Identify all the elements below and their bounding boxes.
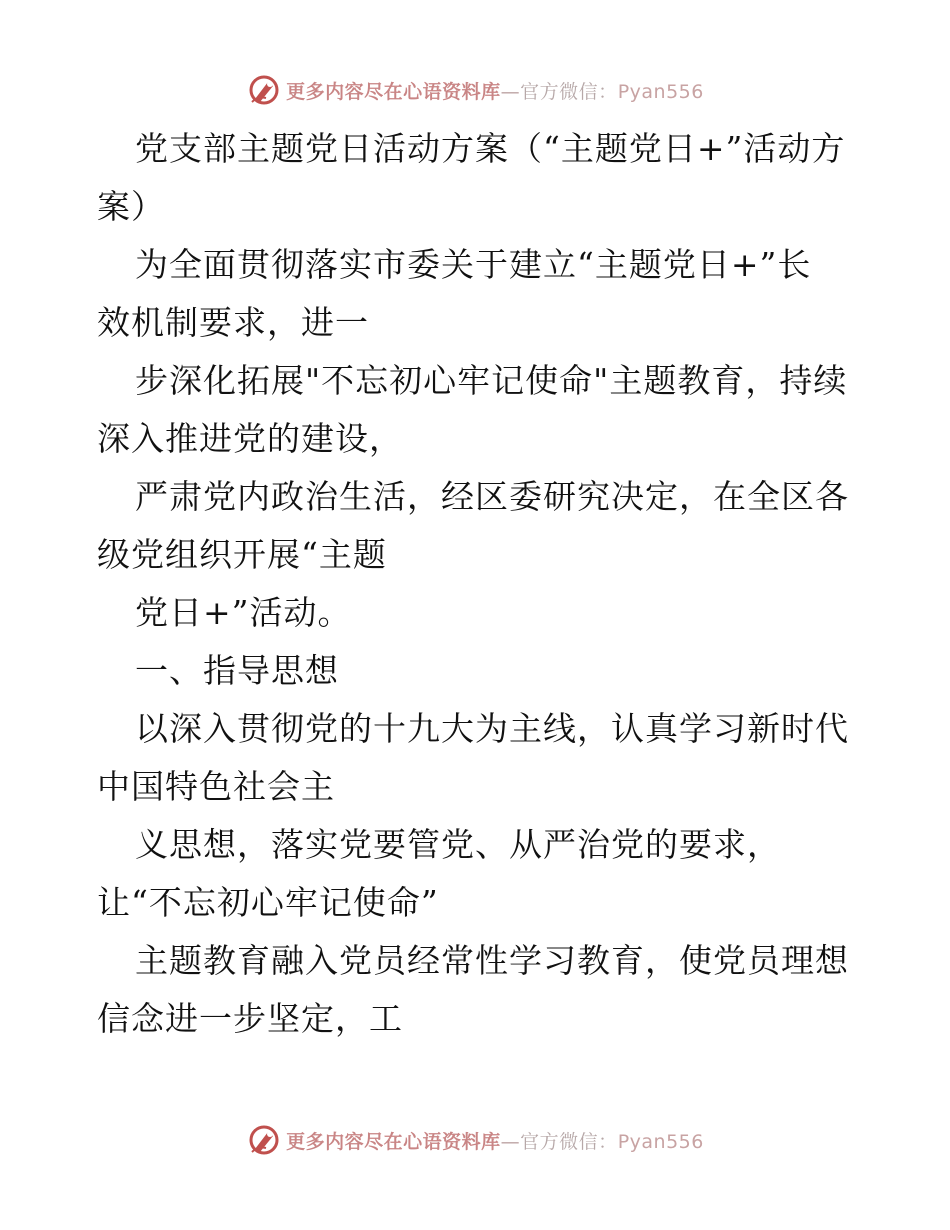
document-line: 步深化拓展"不忘初心牢记使命"主题教育，持续 <box>135 361 848 400</box>
document-line: 案） <box>97 187 165 226</box>
watermark-separator: — <box>500 80 521 103</box>
watermark-account: Pyan556 <box>617 1130 704 1153</box>
document-line: 义思想，落实党要管党、从严治党的要求， <box>135 825 781 864</box>
document-line: 让“不忘初心牢记使命” <box>97 883 439 922</box>
watermark-wechat-label: 官方微信： <box>520 80 618 103</box>
watermark-brand: 更多内容尽在心语资料库 <box>286 80 501 103</box>
document-line: 严肃党内政治生活，经区委研究决定，在全区各 <box>135 477 849 516</box>
watermark-logo-icon <box>246 72 282 108</box>
document-line: 党支部主题党日活动方案（“主题党日+”活动方 <box>135 129 846 168</box>
document-line: 主题教育融入党员经常性学习教育，使党员理想 <box>135 941 849 980</box>
footer-watermark <box>0 1120 950 1160</box>
document-line: 以深入贯彻党的十九大为主线，认真学习新时代 <box>135 709 849 748</box>
watermark-wechat-label: 官方微信： <box>520 1130 618 1153</box>
watermark-text <box>286 1127 704 1154</box>
watermark-account: Pyan556 <box>617 80 704 103</box>
document-line: 信念进一步坚定，工 <box>97 999 403 1038</box>
watermark-separator: — <box>500 1130 521 1153</box>
document-line: 为全面贯彻落实市委关于建立“主题党日+”长 <box>135 245 812 284</box>
watermark-text <box>286 77 704 104</box>
document-line: 党日+”活动。 <box>135 593 352 632</box>
document-line: 深入推进党的建设， <box>97 419 403 458</box>
header-watermark <box>0 70 950 110</box>
watermark-logo-icon <box>246 1122 282 1158</box>
document-body <box>97 120 857 1048</box>
watermark-brand: 更多内容尽在心语资料库 <box>286 1130 501 1153</box>
document-line: 中国特色社会主 <box>97 767 335 806</box>
document-line: 效机制要求，进一 <box>97 303 369 342</box>
document-line: 级党组织开展“主题 <box>97 535 387 574</box>
document-line: 一、指导思想 <box>135 651 339 690</box>
